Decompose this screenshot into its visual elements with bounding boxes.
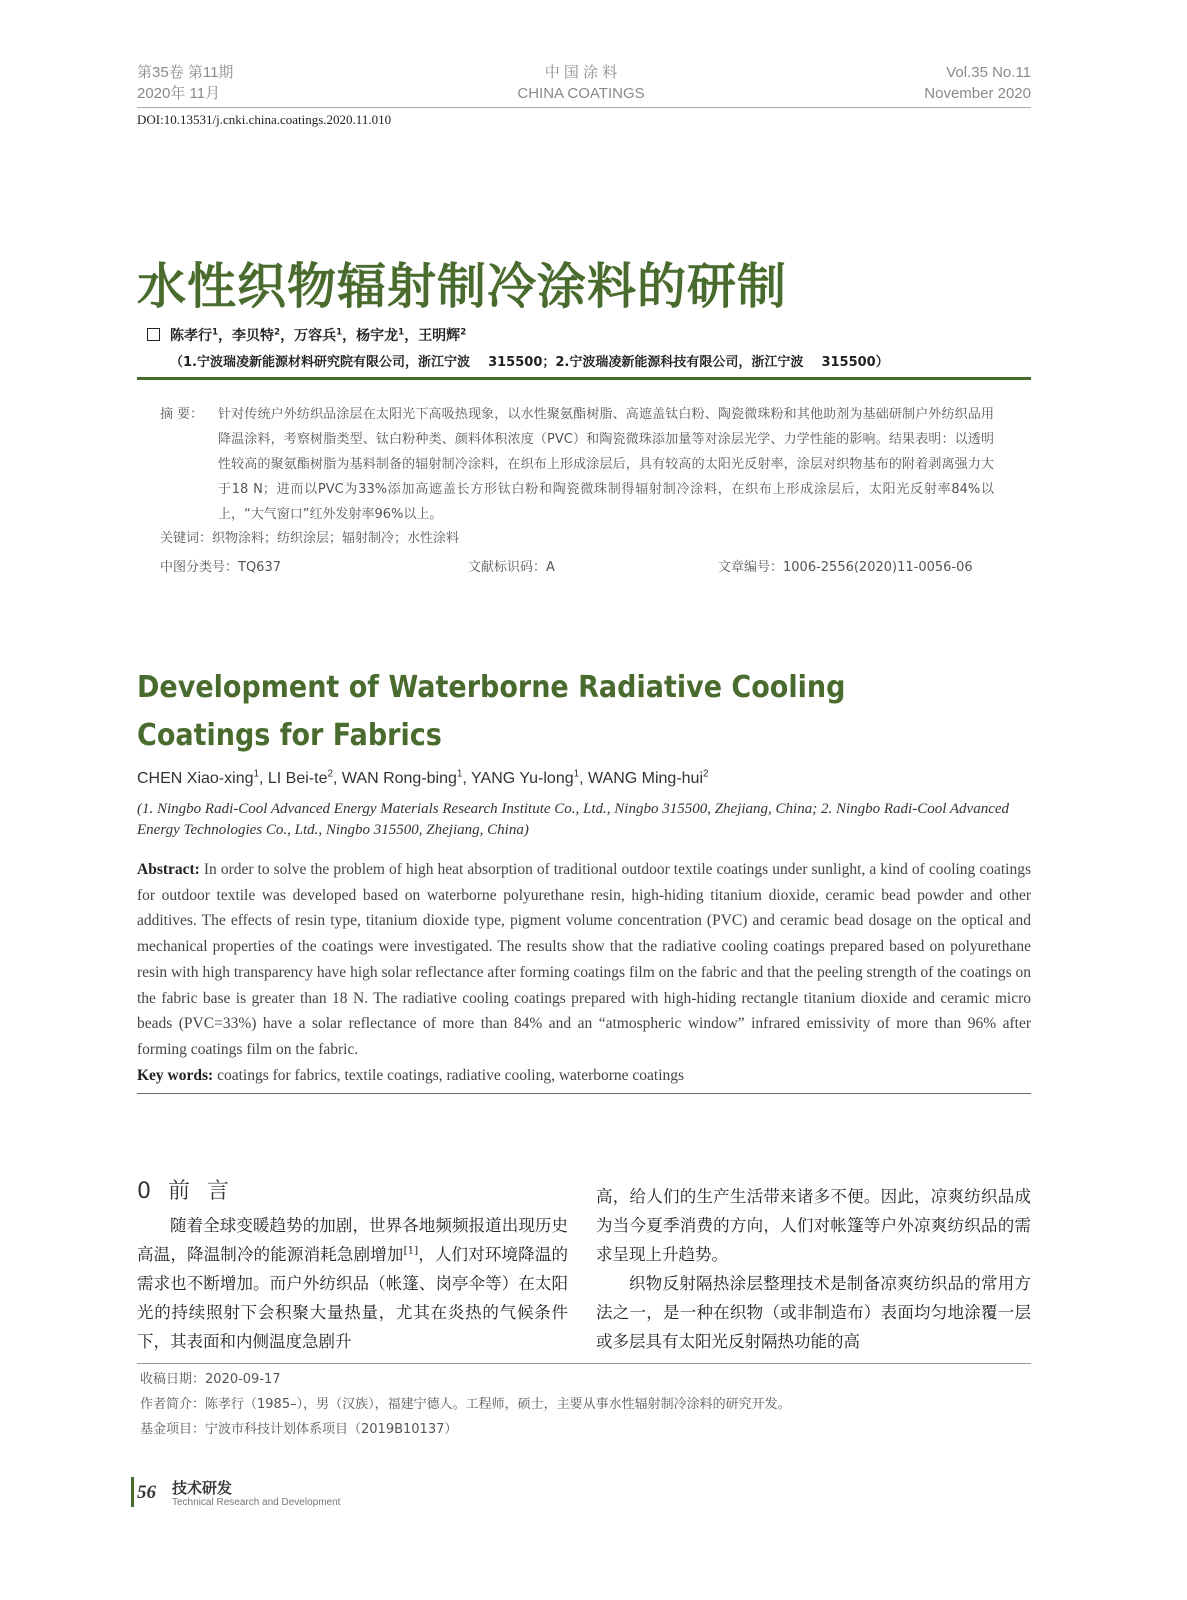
clc-number: 中图分类号：TQ637 [160,560,281,575]
fund-info: 基金项目：宁波市科技计划体系项目（2019B10137） [140,1422,458,1437]
affiliation-cn: （1.宁波瑞凌新能源材料研究院有限公司，浙江宁波 315500；2.宁波瑞凌新能源科技有限公司，浙江宁波 315500） [170,355,889,370]
header-divider [137,107,1031,108]
doi: DOI:10.13531/j.cnki.china.coatings.2020.11.010 [137,112,392,127]
author-en: YANG Yu-long$^1$ [471,768,580,787]
date-en: November 2020 [924,85,1031,102]
abstract-en [137,857,1031,1088]
abstract-en-label: Abstract: [137,861,200,878]
abstract-cn-label: 摘 要： [160,407,204,422]
keywords-en-text: coatings for fabrics, textile coatings, radiative cooling, waterborne coatings [217,1066,685,1084]
title-cn: 水性织物辐射制冷涂料的研制 [137,258,788,315]
page-number: 56 [137,1482,156,1503]
paragraph: 高，给人们的生产生活带来诸多不便。因此，凉爽纺织品成为当今夏季消费的方向，人们对帐篷等户外凉爽纺织品的需求呈现上升趋势。 [596,1187,1031,1264]
abstract-en-text: In order to solve the problem of high heat absorption of traditional outdoor textile coatings under sunlight, a kind of cooling coatings for outdoor textile was developed based on waterborne polyurethane resin, high-hiding titanium dioxide, ceramic bead powder and other additives. The effects of resin type, titanium dioxide type, pigment volume concentration (PVC) and ceramic bead dosage on the optical and mechanical properties of the coatings were investigated. The results show that the radiative cooling coatings prepared based on polyurethane resin with high transparency have high solar reflectance after forming coatings film on the fabric and that the peeling strength of the coatings on the fabric base is greater than 18 N. The radiative cooling coatings prepared with high-hiding rectangle titanium dioxide and ceramic micro beads (PVC=33%) have a solar reflectance of more than 84% and an “atmospheric window” infrared emissivity of more than 96% after forming coatings film on the fabric. [137,861,1031,1058]
header-center [480,62,682,104]
header-right [831,62,1031,104]
journal-name-cn: 中 国 涂 料 [544,64,618,81]
body-column-right [596,1182,1031,1356]
paragraph: 织物反射隔热涂层整理技术是制备凉爽纺织品的常用方法之一，是一种在织物（或非制造布）表面均匀地涂覆一层或多层具有太阳光反射隔热功能的高 [596,1274,1031,1351]
keywords-en-label: Key words: [137,1066,214,1084]
article-number: 文章编号：1006-2556(2020)11-0056-06 [718,560,973,575]
abstract-cn [160,402,994,527]
page-marker-bar [131,1477,134,1507]
author-cn: 王明辉$^2$ [418,327,467,344]
date-cn: 2020年 11月 [137,85,221,102]
received-date: 收稿日期：2020-09-17 [140,1372,281,1387]
keywords-en [137,1063,1031,1089]
abstract-divider [137,1093,1031,1094]
journal-name-en: CHINA COATINGS [517,85,645,102]
citation-ref: [1] [403,1245,419,1257]
footer-section-en: Technical Research and Development [172,1497,341,1508]
paragraph: 随着全球变暖趋势的加剧，世界各地频频报道出现历史高温，降温制冷的能源消耗急剧增加[1]，人们对环境降温的需求也不断增加。而户外纺织品（帐篷、岗亭伞等）在太阳光的持续照射下会积聚大量热量，尤其在炎热的气候条件下，其表面和内侧温度急剧升 [137,1216,569,1351]
affiliation-en: (1. Ningbo Radi-Cool Advanced Energy Materials Research Institute Co., Ltd., Ningbo 315500, Zhejiang, China; 2. Ningbo Radi-Cool Advanced Energy Technologies Co., Ltd., Ningbo 315500, Zhejiang, China) [137,801,1010,838]
title-en: Development of Waterborne Radiative Cooling Coatings for Fabrics [137,670,846,753]
author-cn: 杨宇龙$^1$ [356,327,405,344]
document-code: 文献标识码：A [468,560,555,575]
author-en: CHEN Xiao-xing$^1$ [137,768,259,787]
authors-en: CHEN Xiao-xing$^1$, LI Bei-$te^2$, WAN Rong-bing$^1$, YANG Yu-long$^1$, WANG Ming-hui$^2$ [137,768,709,787]
section-heading: 0 前 言 [137,1179,230,1204]
volume-en: Vol.35 No.11 [946,64,1031,81]
author-en: WAN Rong-bing$^1$ [341,768,463,787]
author-cn: 万容兵$^1$ [294,327,343,344]
authors-cn: 陈孝行$^1$，李贝特$^2$，万容兵$^1$，杨宇龙$^1$，王明辉$^2$ [147,325,466,345]
author-en: LI Bei-$te^2$ [267,768,333,787]
abstract-en-paragraph [137,857,1031,1063]
author-en: WANG Ming-hui$^2$ [588,768,709,787]
footer-section-cn: 技术研发 [172,1479,233,1497]
keywords-cn: 关键词：织物涂料；纺织涂层；辐射制冷；水性涂料 [160,531,460,546]
volume-cn: 第35卷 第11期 [137,64,234,81]
footnote-divider [137,1363,1031,1364]
author-bio: 作者简介：陈孝行（1985–），男（汉族），福建宁德人。工程师，硕士，主要从事水性辐射制冷涂料的研究开发。 [140,1397,791,1412]
author-cn: 李贝特$^2$ [232,327,281,344]
header-left [137,62,233,104]
body-column-left [137,1211,568,1356]
title-divider [137,377,1031,380]
square-bullet-icon [147,328,160,341]
author-cn: 陈孝行$^1$ [170,327,219,344]
abstract-cn-text: 针对传统户外纺织品涂层在太阳光下高吸热现象，以水性聚氨酯树脂、高遮盖钛白粉、陶瓷微珠粉和其他助剂为基础研制户外纺织品用降温涂料，考察树脂类型、钛白粉种类、颜料体积浓度（PVC）和陶瓷微珠添加量等对涂层光学、力学性能的影响。结果表明：以透明性较高的聚氨酯树脂为基料制备的辐射制冷涂料，在织布上形成涂层后，具有较高的太阳光反射率，涂层对织物基布的附着剥离强力大于18 N；进而以PVC为33%添加高遮盖长方形钛白粉和陶瓷微珠制得辐射制冷涂料，在织布上形成涂层后，太阳光反射率84%以上，“大气窗口”红外发射率96%以上。 [218,407,994,522]
